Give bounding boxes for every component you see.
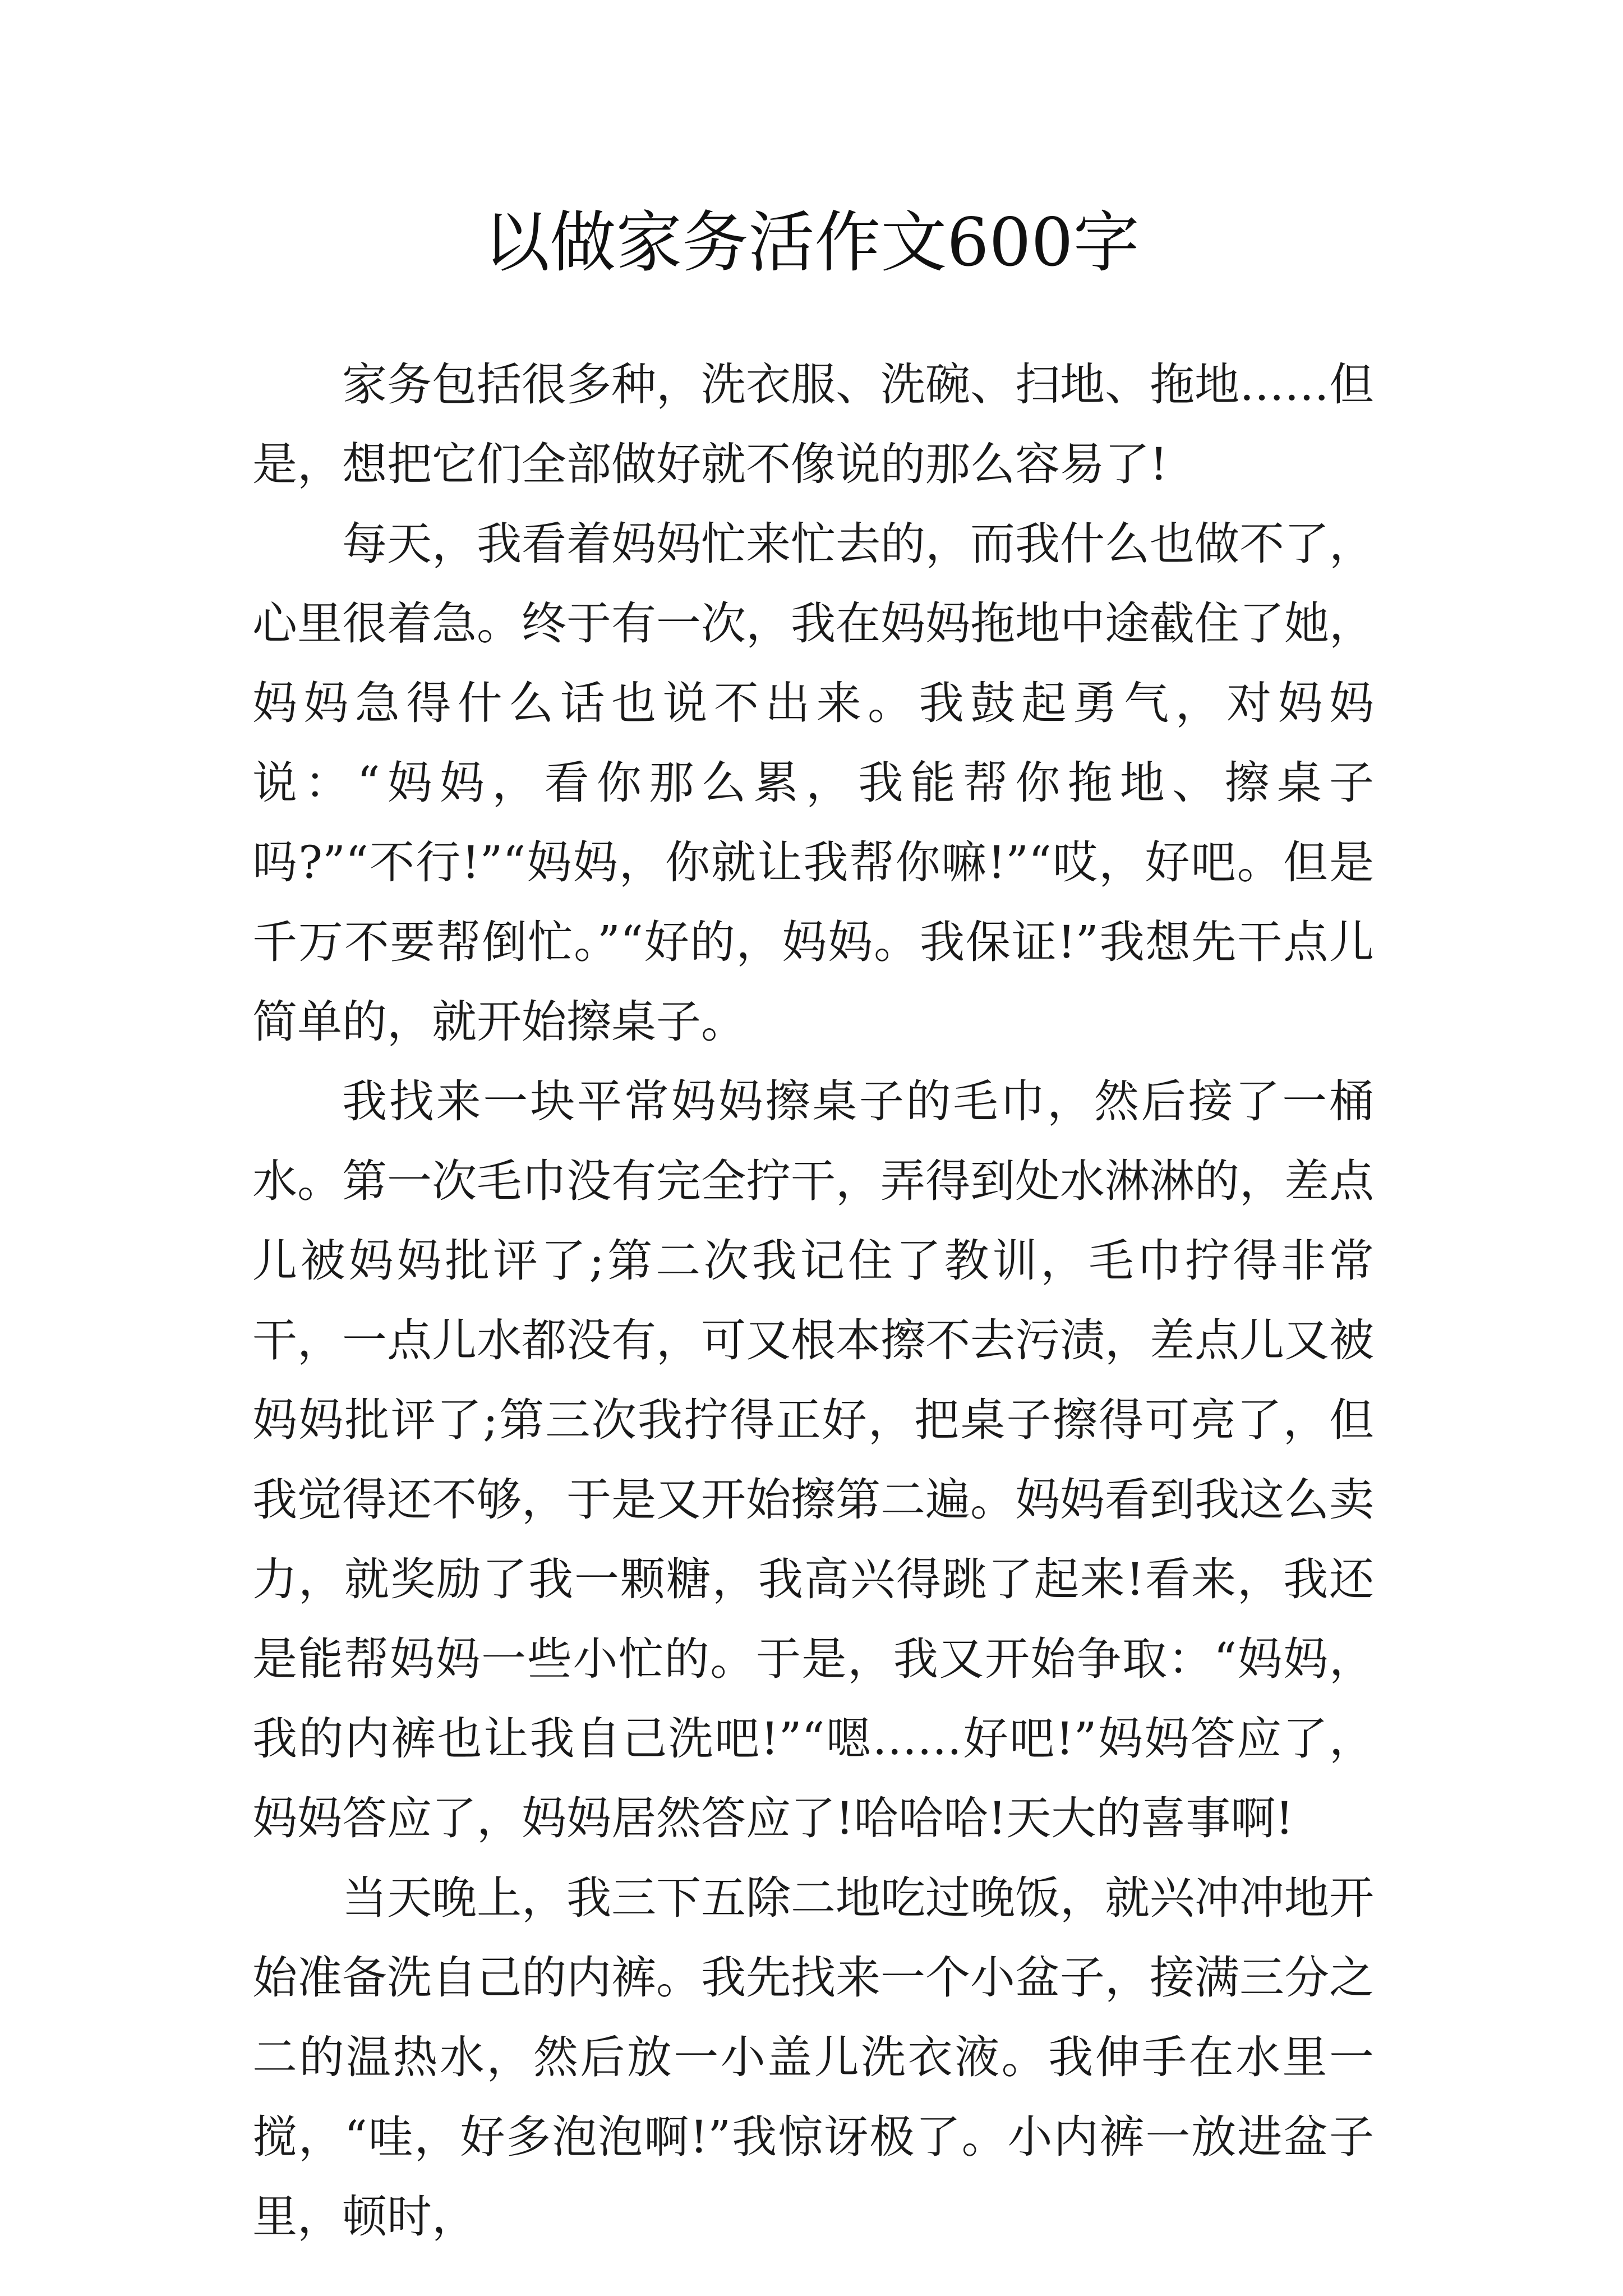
paragraph: 每天，我看着妈妈忙来忙去的，而我什么也做不了，心里很着急。终于有一次，我在妈妈拖地中途截住了她，妈妈急得什么话也说不出来。我鼓起勇气，对妈妈说：“妈妈，看你那么累，我能帮你拖地、擦桌子吗?”“不行!”“妈妈，你就让我帮你嘛!”“哎，好吧。但是千万不要帮倒忙。”“好的，妈妈。我保证!”我想先干点儿简单的，就开始擦桌子。 xyxy=(252,518,1374,1048)
paragraph: 我找来一块平常妈妈擦桌子的毛巾，然后接了一桶水。第一次毛巾没有完全拧干，弄得到处水淋淋的，差点儿被妈妈批评了;第二次我记住了教训，毛巾拧得非常干，一点儿水都没有，可又根本擦不去污渍，差点儿又被妈妈批评了;第三次我拧得正好，把桌子擦得可亮了，但我觉得还不够，于是又开始擦第二遍。妈妈看到我这么卖力，就奖励了我一颗糖，我高兴得跳了起来!看来，我还是能帮妈妈一些小忙的。于是，我又开始争取：“妈妈，我的内裤也让我自己洗吧!”“嗯……好吧!”妈妈答应了，妈妈答应了，妈妈居然答应了!哈哈哈!天大的喜事啊! xyxy=(252,1075,1374,1844)
paragraph: 当天晚上，我三下五除二地吃过晚饭，就兴冲冲地开始准备洗自己的内裤。我先找来一个小盆子，接满三分之二的温热水，然后放一小盖儿洗衣液。我伸手在水里一搅，“哇，好多泡泡啊!”我惊讶极了。小内裤一放进盆子里，顿时， xyxy=(252,1872,1374,2243)
paragraph: 家务包括很多种，洗衣服、洗碗、扫地、拖地……但是，想把它们全部做好就不像说的那么容易了! xyxy=(252,358,1374,490)
document-body xyxy=(252,345,1374,2257)
document-title: 以做家务活作文600字 xyxy=(483,204,1140,281)
